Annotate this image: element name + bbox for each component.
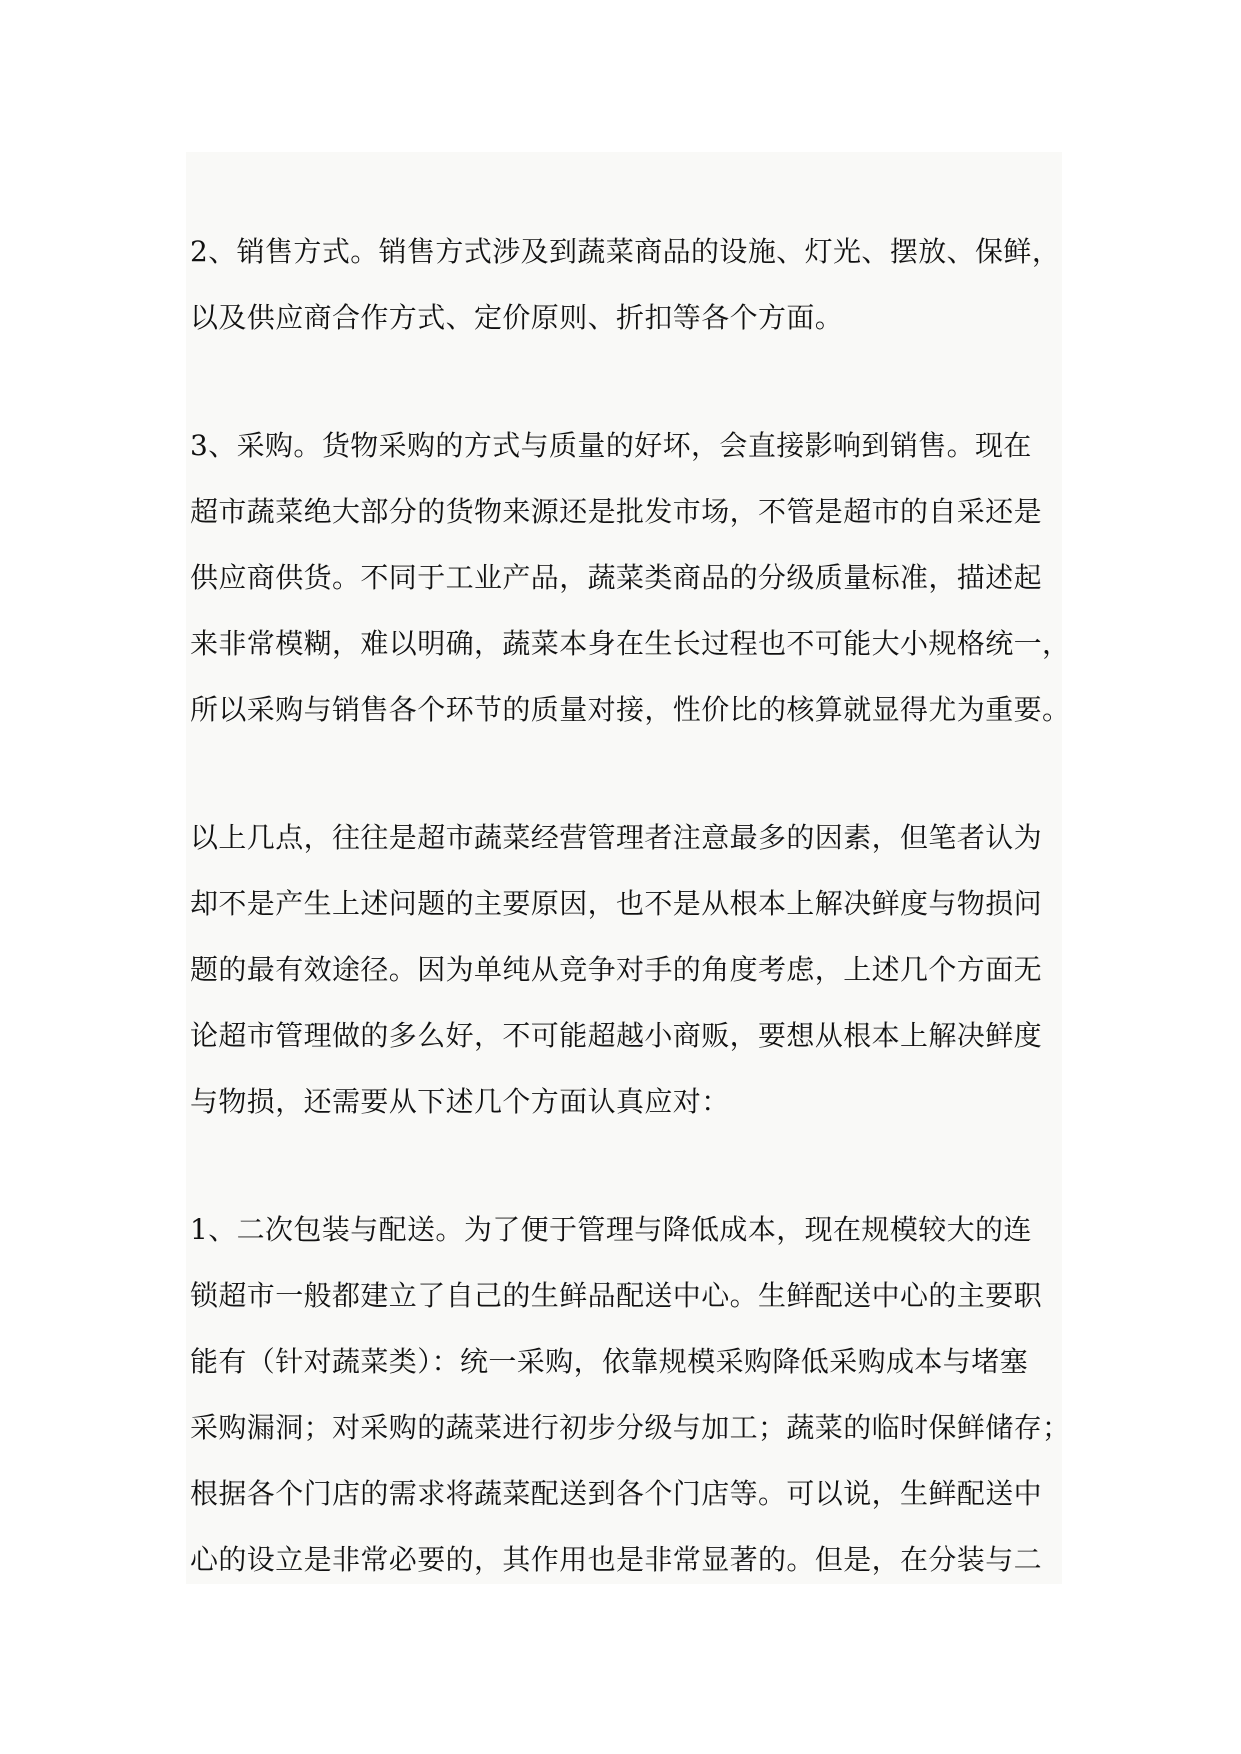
text-line: 以及供应商合作方式、定价原则、折扣等各个方面。 (190, 301, 844, 334)
text-line: 所以采购与销售各个环节的质量对接，性价比的核算就显得尤为重要。 (190, 693, 1071, 726)
text-line: 与物损，还需要从下述几个方面认真应对： (190, 1085, 730, 1118)
text-line: 题的最有效途径。因为单纯从竞争对手的角度考虑，上述几个方面无 (190, 953, 1043, 986)
text-line: 1、二次包装与配送。为了便于管理与降低成本，现在规模较大的连 (190, 1213, 1032, 1246)
text-line: 根据各个门店的需求将蔬菜配送到各个门店等。可以说，生鲜配送中 (190, 1477, 1043, 1510)
text-line: 采购漏洞；对采购的蔬菜进行初步分级与加工；蔬菜的临时保鲜储存； (190, 1411, 1071, 1444)
text-line: 超市蔬菜绝大部分的货物来源还是批发市场，不管是超市的自采还是 (190, 495, 1043, 528)
text-line: 却不是产生上述问题的主要原因，也不是从根本上解决鲜度与物损问 (190, 887, 1043, 920)
text-line: 2、销售方式。销售方式涉及到蔬菜商品的设施、灯光、摆放、保鲜， (190, 235, 1061, 268)
text-line: 论超市管理做的多么好，不可能超越小商贩，要想从根本上解决鲜度 (190, 1019, 1043, 1052)
text-line: 心的设立是非常必要的，其作用也是非常显著的。但是，在分装与二 (190, 1543, 1043, 1576)
text-line: 锁超市一般都建立了自己的生鲜品配送中心。生鲜配送中心的主要职 (190, 1279, 1043, 1312)
text-line: 来非常模糊，难以明确，蔬菜本身在生长过程也不可能大小规格统一， (190, 627, 1071, 660)
text-line: 供应商供货。不同于工业产品，蔬菜类商品的分级质量标准，描述起 (190, 561, 1043, 594)
text-line: 能有（针对蔬菜类）：统一采购，依靠规模采购降低采购成本与堵塞 (190, 1345, 1029, 1378)
text-line: 以上几点，往往是超市蔬菜经营管理者注意最多的因素，但笔者认为 (190, 821, 1043, 854)
text-line: 3、采购。货物采购的方式与质量的好坏，会直接影响到销售。现在 (190, 429, 1032, 462)
